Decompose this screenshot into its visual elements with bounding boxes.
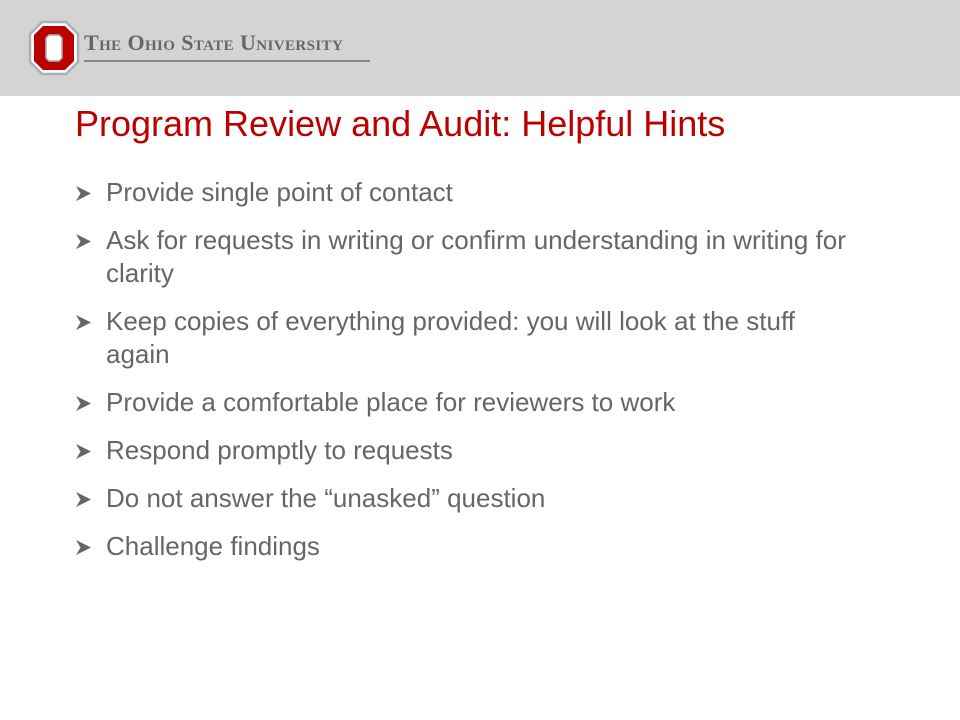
arrow-bullet-icon	[75, 491, 92, 508]
wordmark-underline	[84, 60, 370, 62]
bullet-text: Do not answer the “unasked” question	[106, 483, 546, 513]
arrow-bullet-icon	[75, 233, 92, 250]
arrow-bullet-icon	[75, 314, 92, 331]
bullet-text: Ask for requests in writing or confirm understanding in writing for clarity	[106, 225, 846, 288]
bullet-item	[75, 305, 865, 371]
bullet-item	[75, 482, 865, 515]
bullet-item	[75, 176, 865, 209]
bullet-item	[75, 434, 865, 467]
arrow-bullet-icon	[75, 443, 92, 460]
arrow-bullet-icon	[75, 395, 92, 412]
bullet-text: Respond promptly to requests	[106, 435, 453, 465]
bullet-text: Provide single point of contact	[106, 177, 453, 207]
bullet-item	[75, 530, 865, 563]
bullet-item	[75, 224, 865, 290]
bullet-list	[75, 176, 865, 578]
bullet-text: Challenge findings	[106, 531, 320, 561]
arrow-bullet-icon	[75, 185, 92, 202]
arrow-bullet-icon	[75, 539, 92, 556]
slide-title: Program Review and Audit: Helpful Hints	[75, 103, 726, 144]
bullet-item	[75, 386, 865, 419]
bullet-text: Provide a comfortable place for reviewers to work	[106, 387, 676, 417]
block-o-logo-icon	[28, 20, 80, 76]
header-band	[0, 0, 960, 96]
university-wordmark: The Ohio State University	[84, 30, 344, 55]
bullet-text: Keep copies of everything provided: you will look at the stuff again	[106, 306, 795, 369]
